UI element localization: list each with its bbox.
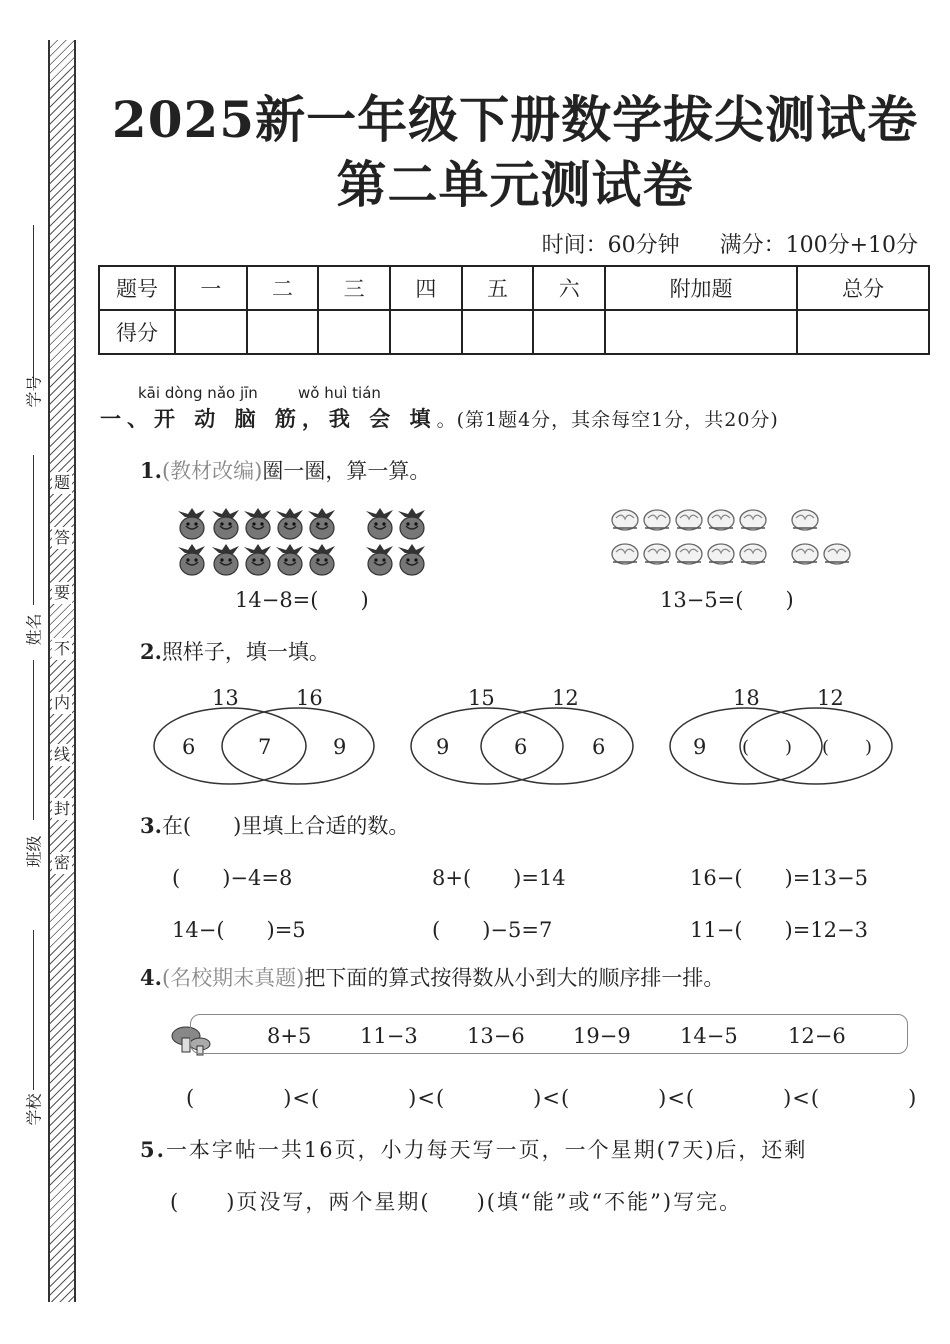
q3-equation[interactable]: 11−( )=12−3 [690,918,868,942]
score-info: 满分：100分+10分 [719,233,918,258]
question-2 [140,636,330,666]
venn-value: 9 [693,735,707,759]
table-header-cell: 题号 [99,266,175,310]
q1-equation-right[interactable]: 13−5=( ) [660,588,794,612]
venn-blank[interactable]: ( ) [822,737,873,758]
q1-text: 圈一圈，算一算。 [262,459,431,483]
table-header-cell: 五 [462,266,534,310]
q1-equation-left[interactable]: 14−8=( ) [235,588,369,612]
q1-number: 1. [140,458,162,483]
seal-char: 内 [53,693,70,712]
margin-label-class: 班级 [24,835,44,868]
q4-item: 12−6 [788,1024,846,1048]
seal-char: 不 [53,639,70,658]
q3-equation[interactable]: ( )−5=7 [432,918,553,942]
venn-value: 6 [514,735,528,759]
peach-icon [612,510,850,564]
q4-number: 4. [140,965,162,990]
table-header-cell: 三 [318,266,390,310]
q4-item: 8+5 [267,1024,312,1048]
margin-label-student-id: 学号 [24,375,44,408]
venn-value: 6 [182,735,196,759]
section-note: 。(第1题4分，其余每空1分，共20分) [436,409,779,431]
q4-item: 11−3 [360,1024,418,1048]
seal-char: 答 [53,528,70,547]
pinyin-1: kāi dòng nǎo jīn [138,384,258,402]
q3-equation[interactable]: 8+( )=14 [432,866,566,890]
q1-source: (教材改编) [161,459,263,483]
page-title: 2025新一年级下册数学拔尖测试卷 [111,90,919,149]
q3-equation[interactable]: ( )−4=8 [172,866,293,890]
venn-value: 7 [258,735,272,759]
table-header-cell: 一 [175,266,247,310]
venn-blank[interactable]: ( ) [742,737,793,758]
score-row-label: 得分 [99,310,175,354]
q4-source: (名校期末真题) [161,966,305,990]
seal-char: 密 [53,853,70,872]
margin-label-school: 学校 [24,1093,44,1126]
question-3 [140,810,409,840]
venn-label: 16 [296,686,323,710]
seal-char: 线 [53,745,70,764]
venn-value: 9 [333,735,347,759]
seal-char: 封 [53,799,70,818]
q4-item: 13−6 [467,1024,525,1048]
venn-label: 13 [212,686,239,710]
table-header-cell: 六 [533,266,605,310]
venn-label: 18 [733,686,760,710]
q5-number: 5. [140,1137,166,1162]
q2-number: 2. [140,639,162,664]
venn-value: 6 [592,735,606,759]
question-5 [140,1134,807,1164]
q3-number: 3. [140,813,162,838]
q4-text: 把下面的算式按得数从小到大的顺序排一排。 [304,966,725,990]
seal-char: 题 [53,473,70,492]
q5-line2[interactable]: ( )页没写，两个星期( )(填“能”或“不能”)写完。 [170,1190,743,1214]
q2-text: 照样子，填一填。 [161,640,330,664]
time-info: 时间：60分钟 [541,233,680,258]
q4-item: 19−9 [573,1024,631,1048]
q4-item: 14−5 [680,1024,738,1048]
bird-icon [178,508,425,575]
table-header-cell: 四 [390,266,462,310]
page-subtitle: 第二单元测试卷 [336,155,694,214]
question-4 [140,962,724,992]
section-title: 一、开 动 脑 筋，我 会 填 [100,407,437,431]
q3-equation[interactable]: 16−( )=13−5 [690,866,868,890]
q3-text: 在( )里填上合适的数。 [161,814,410,838]
seal-char: 要 [53,583,70,602]
table-header-cell: 二 [247,266,319,310]
venn-label: 15 [468,686,495,710]
venn-label: 12 [817,686,844,710]
q5-line1: 一本字帖一共16页，小力每天写一页，一个星期(7天)后，还剩 [165,1138,808,1162]
table-header-cell: 附加题 [605,266,797,310]
margin-label-name: 姓名 [24,613,44,646]
venn-value: 9 [436,735,450,759]
q3-equation[interactable]: 14−( )=5 [172,918,306,942]
table-header-cell: 总分 [797,266,929,310]
pinyin-2: wǒ huì tián [298,384,381,402]
venn-label: 12 [552,686,579,710]
q4-answer-row[interactable]: ( )<( )<( )<( )<( )<( ) [186,1086,918,1110]
